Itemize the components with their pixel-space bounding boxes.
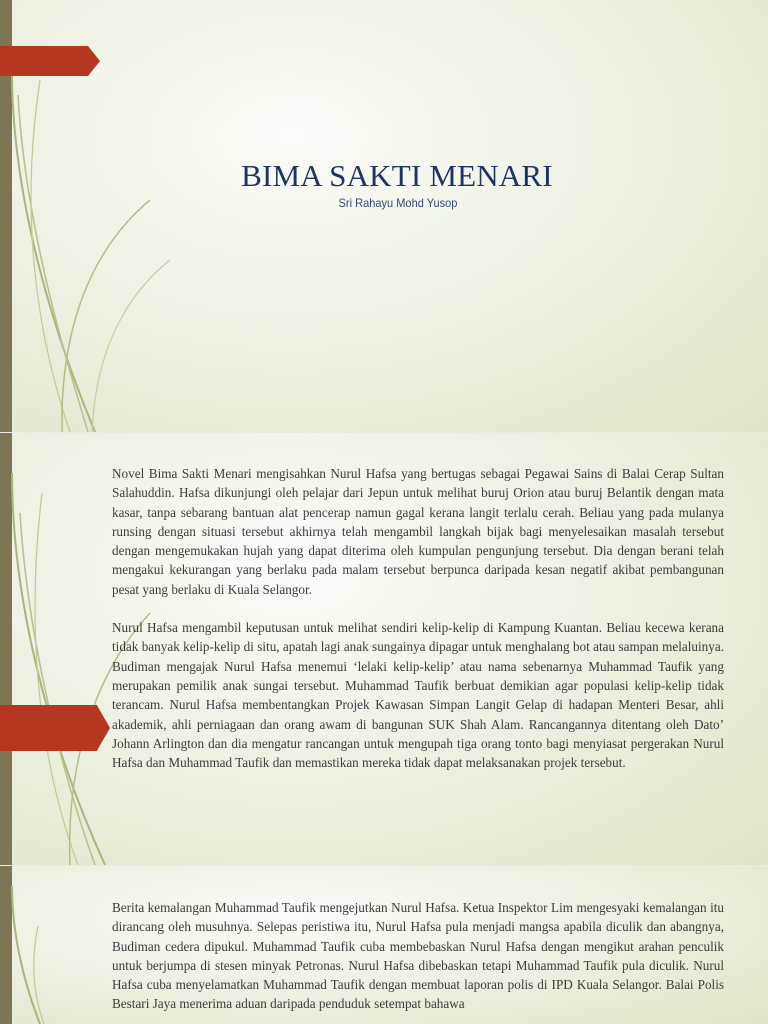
body-text xyxy=(112,464,724,772)
paragraph: Novel Bima Sakti Menari mengisahkan Nurul Hafsa yang bertugas sebagai Pegawai Sains di Balai Cerap Sultan Salahuddin. Hafsa dikunjungi oleh pelajar dari Jepun untuk melihat buruj Orion atau buruj Belantik dengan mata kasar, tanpa sebarang bantuan alat pencerap namun gagal kerana langit terlalu cerah. Beliau yang pada mulanya runsing dengan situasi tersebut akhirnya telah mengambil langkah bijak bagi menyelesaikan masalah tersebut dengan mengemukakan hujah yang dapat diterima oleh kumpulan pengunjung tersebut. Dia dengan berani telah mengakui kekurangan yang berlaku pada malam tersebut berpunca daripada kesan negatif akibat pembangunan pesat yang berlaku di Kuala Selangor. xyxy=(112,466,724,597)
summary-slide-2 xyxy=(0,866,768,1024)
slide-subtitle: Sri Rahayu Mohd Yusop xyxy=(338,196,458,210)
arrow-tab-icon xyxy=(0,46,100,76)
body-text xyxy=(112,898,724,1014)
arrow-tab-icon xyxy=(0,705,110,751)
paragraph: Berita kemalangan Muhammad Taufik mengejutkan Nurul Hafsa. Ketua Inspektor Lim mengesyaki kemalangan itu dirancang oleh musuhnya. Selepas peristiwa itu, Nurul Hafsa pula menjadi mangsa apabila diculik dan abangnya, Budiman cedera dipukul. Muhammad Taufik cuba membebaskan Nurul Hafsa dengan mengikut arahan penculik untuk berjumpa di stesen minyak Petronas. Nurul Hafsa dibebaskan tetapi Muhammad Taufik pula diculik. Nurul Hafsa cuba menyelamatkan Muhammad Taufik dengan membuat laporan polis di IPD Kuala Selangor. Balai Polis Bestari Jaya menerima aduan daripada penduduk setempat bahawa xyxy=(112,900,724,1012)
summary-slide-1 xyxy=(0,433,768,865)
title-slide xyxy=(0,0,768,432)
slide-title: BIMA SAKTI MENARI xyxy=(241,158,553,193)
paragraph: Nurul Hafsa mengambil keputusan untuk melihat sendiri kelip-kelip di Kampung Kuantan. Beliau kecewa kerana tidak banyak kelip-kelip di situ, apatah lagi anak sungainya dipagar untuk menghalang bot atau sampan melaluinya. Budiman mengajak Nurul Hafsa menemui ‘lelaki kelip-kelip’ atau nama sebenarnya Muhammad Taufik yang merupakan pemilik anak sungai tersebut. Muhammad Taufik berbuat demikian agar populasi kelip-kelip tidak terancam. Nurul Hafsa membentangkan Projek Kawasan Simpan Langit Gelap di hadapan Menteri Besar, ahli akademik, ahli perniagaan dan orang awam di bangunan SUK Shah Alam. Rancangannya ditentang oleh Dato’ Johann Arlington dan dia mengatur rancangan untuk mengupah tiga orang tonto bagi menyiasat pergerakan Nurul Hafsa dan Muhammad Taufik dan memastikan mereka tidak dapat melaksanakan projek tersebut. xyxy=(112,620,724,771)
